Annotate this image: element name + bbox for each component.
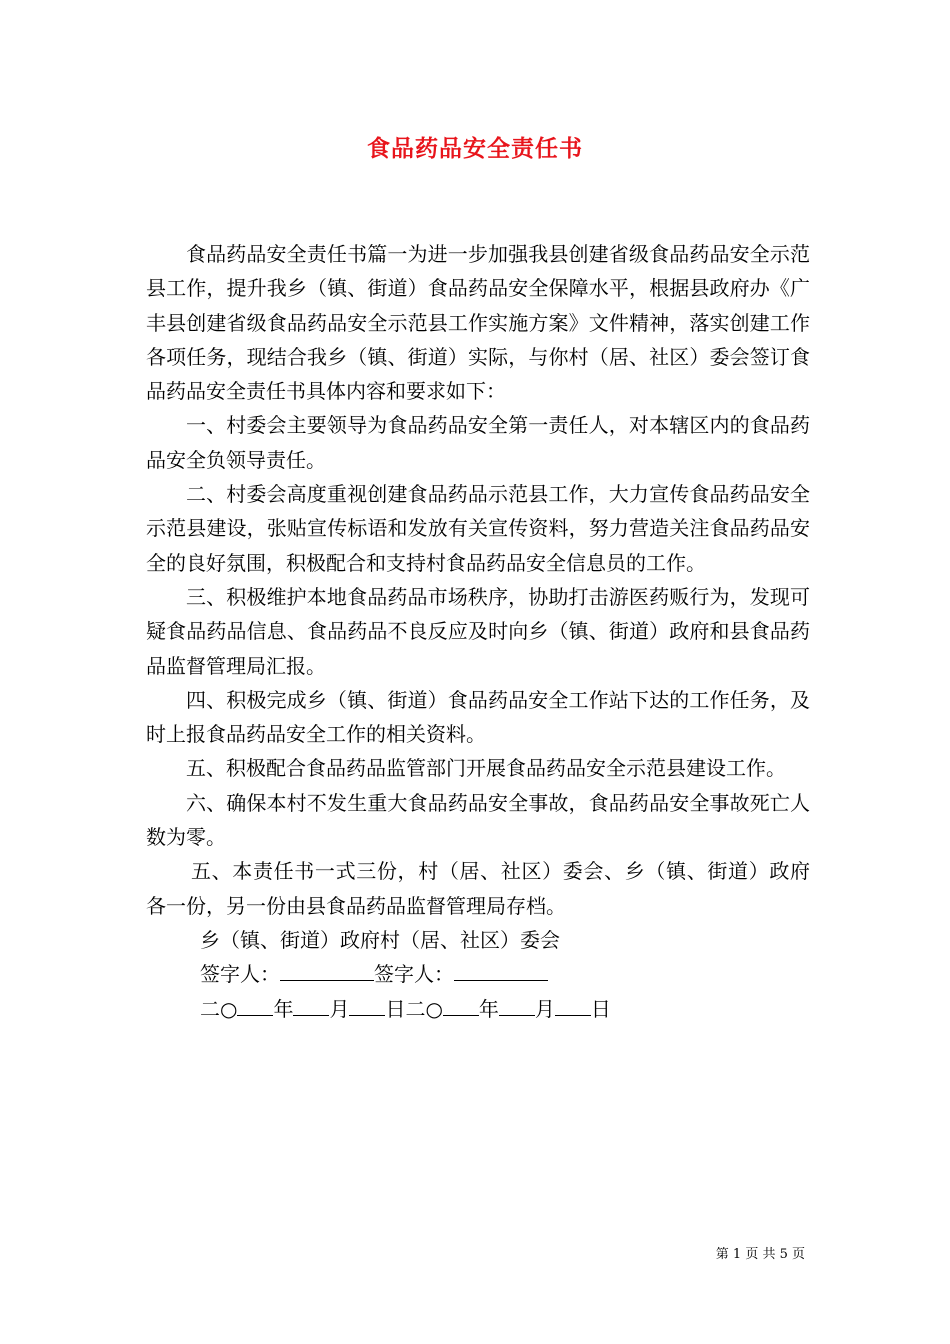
year-label-2: 年 <box>478 996 499 1021</box>
date-prefix-1: 二○ <box>200 996 238 1021</box>
paragraph-item-2: 二、村委会高度重视创建食品药品示范县工作，大力宣传食品药品安全示范县建设，张贴宣传标语和发放有关宣传资料，努力营造关注食品药品安全的良好氛围，积极配合和支持村食品药品安全信息员的工作。 <box>146 482 810 575</box>
signer-label-2: 签字人： <box>374 962 454 987</box>
paragraph-item-5: 五、积极配合食品药品监管部门开展食品药品安全示范县建设工作。 <box>186 756 786 781</box>
signature-blank-2 <box>454 962 548 981</box>
signature-blank-1 <box>280 962 374 981</box>
document-body <box>146 237 810 1026</box>
month-blank-1 <box>293 997 329 1016</box>
month-blank-2 <box>499 997 535 1016</box>
day-label-1: 日 <box>385 996 406 1021</box>
signature-parties: 乡（镇、街道）政府村（居、社区）委会 <box>200 927 560 952</box>
year-blank-1 <box>237 997 273 1016</box>
date-line <box>146 992 810 1026</box>
paragraph-item-1: 一、村委会主要领导为食品药品安全第一责任人，对本辖区内的食品药品安全负领导责任。 <box>146 413 810 472</box>
document-title: 食品药品安全责任书 <box>367 135 583 162</box>
day-blank-2 <box>555 997 591 1016</box>
signer-label-1: 签字人： <box>200 962 280 987</box>
paragraph-item-6: 六、确保本村不发生重大食品药品安全事故，食品药品安全事故死亡人数为零。 <box>146 790 810 850</box>
year-label-1: 年 <box>273 996 294 1021</box>
year-blank-2 <box>443 997 479 1016</box>
day-blank-1 <box>349 997 385 1016</box>
paragraph-item-3: 三、积极维护本地食品药品市场秩序，协助打击游医药贩行为，发现可疑食品药品信息、食品药品不良反应及时向乡（镇、街道）政府和县食品药品监督管理局汇报。 <box>146 584 810 678</box>
month-label-2: 月 <box>534 996 555 1021</box>
paragraph-intro: 食品药品安全责任书篇一为进一步加强我县创建省级食品药品安全示范县工作，提升我乡（镇、街道）食品药品安全保障水平，根据县政府办《广丰县创建省级食品药品安全示范县工作实施方案》文件精神，落实创建工作各项任务，现结合我乡（镇、街道）实际，与你村（居、社区）委会签订食品药品安全责任书具体内容和要求如下： <box>146 242 810 404</box>
date-prefix-2: 二○ <box>405 996 443 1021</box>
day-label-2: 日 <box>590 996 611 1021</box>
page-number-footer: 第 1 页 共 5 页 <box>715 1247 805 1262</box>
paragraph-item-4: 四、积极完成乡（镇、街道）食品药品安全工作站下达的工作任务，及时上报食品药品安全工作的相关资料。 <box>146 687 810 747</box>
signature-line <box>146 957 810 991</box>
month-label-1: 月 <box>329 996 350 1021</box>
paragraph-copies: 五、本责任书一式三份，村（居、社区）委会、乡（镇、街道）政府各一份，另一份由县食品药品监督管理局存档。 <box>146 859 810 918</box>
